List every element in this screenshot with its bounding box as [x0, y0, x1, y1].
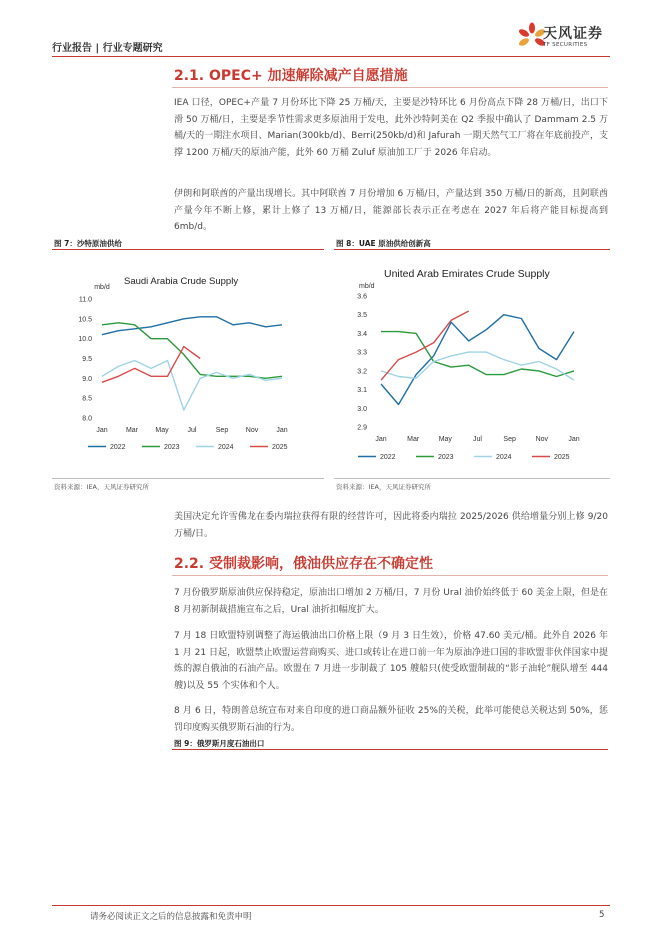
- y-tick-label: 3.3: [357, 349, 367, 357]
- legend-label-2024: 2024: [218, 444, 234, 451]
- x-tick-label: Jul: [473, 436, 482, 443]
- y-tick-label: 8.0: [82, 415, 92, 423]
- series-line-2025: [102, 347, 200, 383]
- figure-7-divider: [52, 249, 324, 250]
- series-line-2022: [381, 315, 574, 405]
- y-tick-label: 3.4: [357, 330, 367, 338]
- y-tick-label: 10.0: [78, 336, 92, 344]
- y-tick-label: 9.5: [82, 356, 92, 363]
- figure-9-divider: [172, 749, 608, 750]
- section-2-1-title: 2.1. OPEC+ 加速解除减产自愿措施: [174, 68, 408, 84]
- series-line-2024: [381, 352, 574, 380]
- figure-7-source: 资料来源：IEA，天风证券研究所: [54, 483, 149, 491]
- x-tick-label: Sep: [503, 436, 516, 443]
- y-axis-unit-label: mb/d: [359, 283, 375, 290]
- x-tick-label: Nov: [535, 436, 549, 443]
- chart-title: United Arab Emirates Crude Supply: [384, 268, 550, 280]
- saudi-crude-supply-chart: [52, 251, 324, 473]
- y-tick-label: 10.5: [78, 316, 92, 324]
- x-tick-label: Jan: [568, 436, 580, 443]
- x-tick-label: May: [155, 427, 169, 434]
- y-tick-label: 3.5: [357, 312, 367, 320]
- section-2-2-title: 2.2. 受制裁影响，俄油供应存在不确定性: [174, 556, 433, 572]
- series-line-2022: [102, 317, 282, 335]
- y-tick-label: 9.0: [82, 375, 92, 383]
- x-tick-label: Jan: [276, 427, 288, 434]
- y-tick-label: 3.1: [357, 387, 367, 395]
- x-tick-label: Mar: [125, 427, 139, 434]
- figure-7-source-divider: [52, 478, 324, 479]
- legend-label-2024: 2024: [496, 454, 512, 461]
- figure-8-source: 资料来源：IEA，天风证券研究所: [336, 483, 431, 491]
- header-divider: [52, 56, 610, 57]
- legend-label-2025: 2025: [554, 454, 570, 461]
- section-2-1-underline: [172, 87, 608, 88]
- legend-label-2022: 2022: [110, 444, 126, 451]
- legend-label-2023: 2023: [164, 444, 180, 451]
- y-tick-label: 3.0: [357, 405, 367, 413]
- y-axis-unit-label: mb/d: [94, 284, 110, 291]
- x-tick-label: Mar: [407, 436, 420, 443]
- footer-disclaimer: 请务必阅读正文之后的信息披露和免责申明: [90, 912, 252, 922]
- y-tick-label: 3.6: [357, 293, 367, 301]
- figure-8-label: 图 8：UAE 原油供给创新高: [336, 239, 431, 248]
- x-tick-label: Nov: [245, 427, 259, 434]
- section-2-2-paragraph-1: 7 月份俄罗斯原油供应保持稳定，原油出口增加 2 万桶/日，7 月份 Ural 油价始终低于 60 美金上限，但是在 8 月初新制裁措施宣布之后，Ural 油折扣幅度扩大。: [174, 588, 608, 615]
- y-tick-label: 2.9: [357, 424, 367, 432]
- section-2-2-paragraph-2: 7 月 18 日欧盟特别调整了海运俄油出口价格上限（9 月 3 日生效），价格 47.60 美元/桶。此外自 2026 年 1 月 21 日起，欧盟禁止欧盟运营商购买、进口或转让在进口前一年为原油净进口国的非欧盟非伙伴国家中提炼的源自俄油的石油产品。欧盟在 7 月进一步制裁了 105 艘船只(使受欧盟制裁的“影子油轮”舰队增至 444 艘)以及 55 个实体和个人。: [174, 631, 608, 691]
- venezuela-paragraph: 美国决定允许雪佛龙在委内瑞拉获得有限的经营许可，因此将委内瑞拉 2025/2026 供给增量分别上修 9/20 万桶/日。: [174, 512, 608, 539]
- brand-name: 天风证券: [543, 26, 603, 42]
- figure-9-label: 图 9：俄罗斯月度石油出口: [174, 739, 265, 748]
- y-tick-label: 11.0: [78, 296, 92, 304]
- y-tick-label: 3.2: [357, 368, 367, 376]
- section-2-1-paragraph-1: IEA 口径，OPEC+产量 7 月份环比下降 25 万桶/天，主要是沙特环比 6 月份高点下降 28 万桶/日，出口下滑 50 万桶/日，主要是季节性需求更多原油用于发电，此外沙特阿美在 Q2 季报中确认了 Dammam 2.5 万桶/天的一期注水项目、Marian(300kb/d)、Berri(250kb/d)和 Jafurah 一期天然气工厂将在年底前投产，支撑 1200 万桶/天的原油产能，此外 60 万桶 Zuluf 原油加工厂于 2026 年启动。: [174, 98, 608, 158]
- figure-8-divider: [334, 249, 610, 250]
- x-tick-label: Jan: [96, 427, 108, 434]
- legend-label-2025: 2025: [272, 444, 288, 451]
- header-section-label: 行业报告 | 行业专题研究: [52, 43, 163, 54]
- series-line-2024: [102, 361, 282, 411]
- legend-label-2023: 2023: [438, 454, 454, 461]
- page-number: 5: [599, 910, 605, 920]
- figure-8-source-divider: [334, 478, 610, 479]
- chart-title: Saudi Arabia Crude Supply: [124, 276, 239, 287]
- x-tick-label: Jan: [375, 436, 387, 443]
- x-tick-label: Jul: [187, 427, 197, 434]
- legend-label-2022: 2022: [380, 454, 396, 461]
- x-tick-label: May: [438, 436, 452, 443]
- section-2-1-paragraph-2: 伊朗和阿联酋的产量出现增长。其中阿联酋 7 月份增加 6 万桶/日，产量达到 350 万桶/日的新高，且阿联酋产量今年不断上修，累计上修了 13 万桶/日，能源部长表示正在考虑在 2027 年后将产能目标提高到 6mb/d。: [174, 189, 608, 232]
- x-tick-label: Sep: [215, 427, 229, 434]
- uae-crude-supply-chart: [334, 251, 610, 473]
- figure-7-label: 图 7：沙特原油供给: [54, 239, 122, 248]
- brand-subtitle: TF SECURITIES: [543, 42, 588, 48]
- section-2-2-underline: [172, 575, 608, 576]
- y-tick-label: 8.5: [82, 395, 92, 403]
- series-line-2023: [102, 323, 282, 379]
- section-2-2-paragraph-3: 8 月 6 日，特朗普总统宣布对来自印度的进口商品额外征收 25%的关税，此举可能使总关税达到 50%，惩罚印度购买俄罗斯石油的行为。: [174, 706, 608, 733]
- footer-divider: [52, 905, 610, 906]
